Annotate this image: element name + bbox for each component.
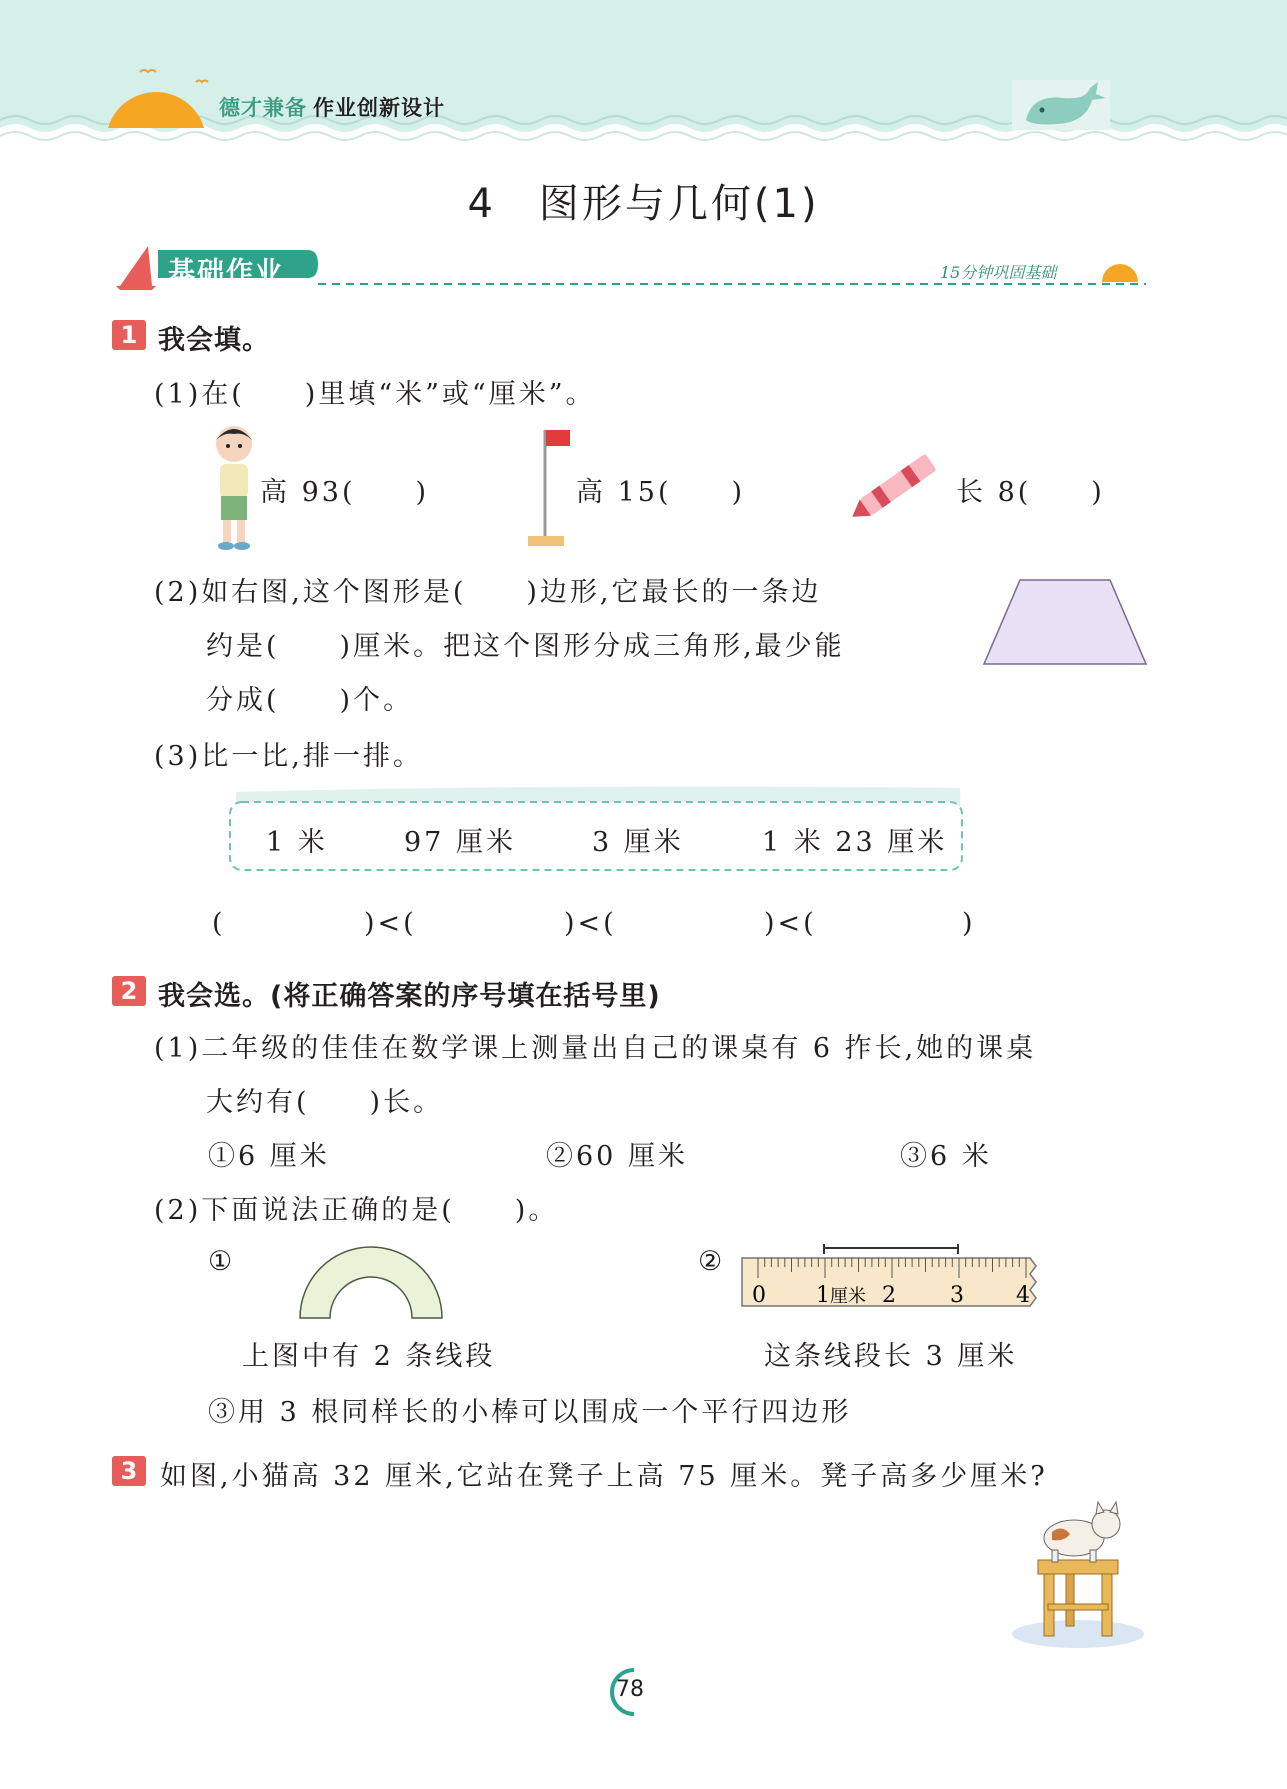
q2-choice-3: ③用 3 根同样长的小棒可以围成一个平行四边形 [208, 1397, 852, 1428]
order-blank-2: )<( [364, 908, 417, 939]
boy-illustration [206, 422, 264, 552]
whale-icon [1012, 76, 1112, 132]
flag-height-blank: 高 15( ) [576, 477, 746, 508]
cat-on-stool-illustration [1008, 1498, 1148, 1652]
flag-illustration [524, 426, 574, 550]
compare-item-2: 97 厘米 [404, 827, 516, 858]
ruler-label-unit: 厘米 [830, 1286, 866, 1307]
brand-subtitle: 作业创新设计 [313, 96, 445, 120]
compare-item-4: 1 米 23 厘米 [762, 827, 948, 858]
sun-icon [100, 60, 210, 130]
ruler-label-2: 2 [882, 1283, 896, 1308]
order-blank-5: ) [962, 908, 976, 939]
q1-part2-line3: 分成( )个。 [206, 685, 414, 716]
arch-shape [296, 1242, 446, 1322]
brand-name: 德才兼备 [219, 96, 307, 120]
q2-option-1: ①6 厘米 [208, 1141, 330, 1172]
q2-choice-2-caption: 这条线段长 3 厘米 [764, 1341, 1018, 1372]
q1-part2-line1: (2)如右图,这个图形是( )边形,它最长的一条边 [154, 577, 822, 608]
q2-choice-2-mark: ② [698, 1246, 726, 1277]
boy-height-blank: 高 93( ) [260, 477, 430, 508]
ruler-label-3: 3 [950, 1283, 964, 1308]
q1-part1-text: (1)在( )里填“米”或“厘米”。 [154, 379, 596, 410]
ruler-label-1: 1 [816, 1283, 830, 1308]
q2-part2-text: (2)下面说法正确的是( )。 [154, 1195, 559, 1226]
ruler-label-0: 0 [752, 1283, 766, 1308]
question-number-3: 3 [112, 1456, 146, 1486]
page-number: 78 [616, 1677, 644, 1702]
page-title: 4 图形与几何(1) [467, 181, 820, 227]
crayon-length-blank: 长 8( ) [956, 477, 1105, 508]
compare-item-1: 1 米 [266, 827, 328, 858]
question-number-2: 2 [112, 976, 146, 1006]
q1-part2-line2: 约是( )厘米。把这个图形分成三角形,最少能 [206, 631, 845, 662]
q1-part3-text: (3)比一比,排一排。 [154, 741, 423, 772]
section-label: 基础作业 [168, 257, 284, 288]
question-number-1: 1 [112, 320, 146, 350]
ruler-label-4: 4 [1016, 1283, 1030, 1308]
q2-choice-1-caption: 上图中有 2 条线段 [242, 1341, 496, 1372]
order-blank-4: )<( [764, 908, 817, 939]
q2-part1-line1: (1)二年级的佳佳在数学课上测量出自己的课桌有 6 拃长,她的课桌 [154, 1033, 1037, 1064]
order-blank-1: ( [212, 908, 226, 939]
q2-part1-line2: 大约有( )长。 [206, 1087, 444, 1118]
order-blank-3: )<( [564, 908, 617, 939]
crayon-illustration [838, 440, 954, 530]
question-3-text: 如图,小猫高 32 厘米,它站在凳子上高 75 厘米。凳子高多少厘米? [160, 1461, 1048, 1492]
question-2-prompt: 我会选。(将正确答案的序号填在括号里) [158, 981, 661, 1012]
compare-item-3: 3 厘米 [592, 827, 684, 858]
question-1-prompt: 我会填。 [158, 325, 270, 356]
trapezoid-shape [980, 576, 1150, 668]
q2-option-3: ③6 米 [900, 1141, 992, 1172]
q2-option-2: ②60 厘米 [546, 1141, 688, 1172]
q2-choice-1-mark: ① [208, 1246, 236, 1277]
ruler [740, 1244, 1040, 1322]
section-hint: 15分钟巩固基础 [940, 263, 1057, 282]
